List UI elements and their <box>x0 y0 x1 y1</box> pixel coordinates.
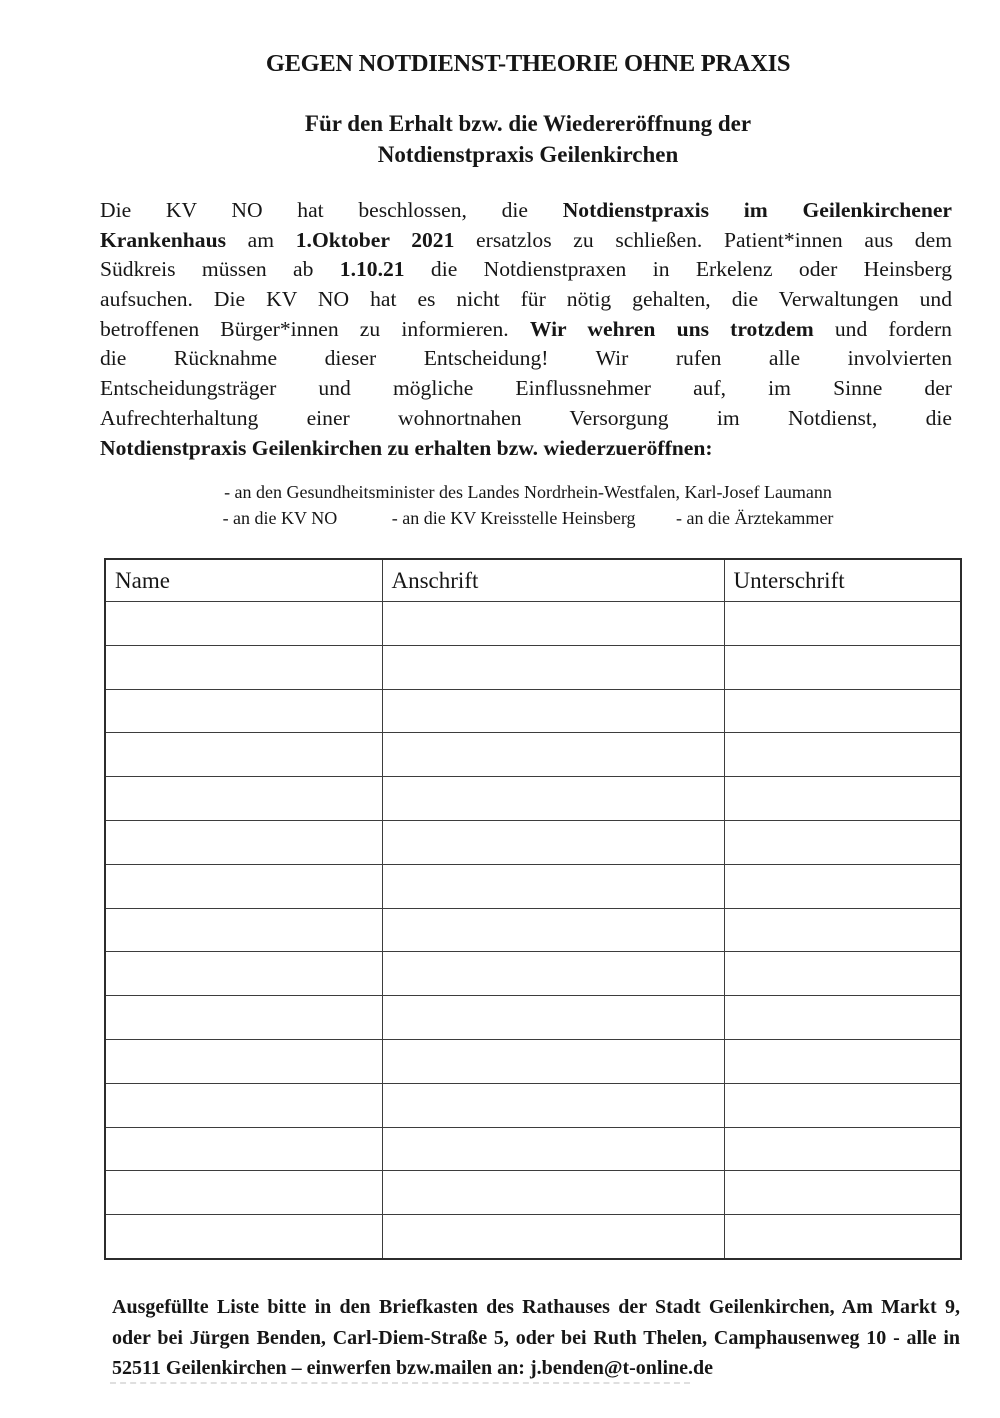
empty-signature-cell <box>382 602 724 646</box>
paragraph-text: Aufrechterhaltung einer wohnortnahen Versorgung im Notdienst, die <box>100 405 952 430</box>
empty-signature-cell <box>382 1215 724 1259</box>
table-row <box>105 1083 961 1127</box>
paragraph-text: Entscheidungsträger und mögliche Einflussnehmer auf, im Sinne der <box>100 376 952 401</box>
submission-note-line: oder bei Jürgen Benden, Carl-Diem-Straße 5, oder bei Ruth Thelen, Camphausenweg 10 - alle in <box>112 1326 960 1349</box>
empty-signature-cell <box>724 864 961 908</box>
addressee-item-aerztekammer: - an die Ärztekammer <box>676 508 834 528</box>
table-row <box>105 1215 961 1259</box>
paragraph-line <box>100 255 952 285</box>
empty-signature-cell <box>382 864 724 908</box>
paragraph-text: Südkreis müssen ab <box>100 257 340 282</box>
table-header-row <box>105 559 961 602</box>
empty-signature-cell <box>382 1127 724 1171</box>
paragraph-line <box>100 226 952 256</box>
table-row <box>105 996 961 1040</box>
empty-signature-cell <box>724 1215 961 1259</box>
empty-signature-cell <box>382 689 724 733</box>
empty-signature-cell <box>724 996 961 1040</box>
column-header-unterschrift: Unterschrift <box>724 559 961 602</box>
table-row <box>105 1127 961 1171</box>
petition-paragraph <box>100 196 952 463</box>
empty-signature-cell <box>724 733 961 777</box>
paragraph-text-bold: Notdienstpraxis im Geilenkirchener <box>562 198 952 222</box>
paragraph-line <box>100 404 952 434</box>
subtitle-line-1: Für den Erhalt bzw. die Wiedereröffnung der <box>304 111 752 136</box>
empty-signature-cell <box>105 864 382 908</box>
empty-signature-cell <box>105 602 382 646</box>
empty-signature-cell <box>105 820 382 864</box>
table-row <box>105 777 961 821</box>
subtitle <box>100 108 956 170</box>
empty-signature-cell <box>382 952 724 996</box>
empty-signature-cell <box>105 645 382 689</box>
table-row <box>105 952 961 996</box>
paragraph-text-bold: 1.Oktober 2021 <box>295 227 455 252</box>
submission-note-line: 52511 Geilenkirchen – einwerfen bzw.mailen an: j.benden@t-online.de <box>112 1357 714 1379</box>
empty-signature-cell <box>382 777 724 821</box>
scan-artifact-line <box>110 1382 690 1384</box>
table-row <box>105 645 961 689</box>
table-row <box>105 908 961 952</box>
paragraph-text-bold: Notdienstpraxis Geilenkirchen zu erhalten bzw. wiederzueröffnen: <box>100 435 713 460</box>
paragraph-text-bold: Wir wehren uns trotzdem <box>529 316 814 341</box>
addressee-line-1: - an den Gesundheitsminister des Landes Nordrhein-Westfalen, Karl-Josef Laumann <box>224 482 832 502</box>
table-row <box>105 733 961 777</box>
signature-table-body <box>105 602 961 1259</box>
table-row <box>105 820 961 864</box>
signature-table <box>104 558 962 1260</box>
empty-signature-cell <box>382 996 724 1040</box>
paragraph-text: Die KV NO hat beschlossen, die <box>100 198 563 222</box>
empty-signature-cell <box>105 952 382 996</box>
table-row <box>105 864 961 908</box>
table-row <box>105 689 961 733</box>
addressee-list <box>100 479 956 531</box>
empty-signature-cell <box>105 733 382 777</box>
submission-note <box>112 1292 960 1384</box>
empty-signature-cell <box>724 952 961 996</box>
empty-signature-cell <box>105 1215 382 1259</box>
empty-signature-cell <box>724 1127 961 1171</box>
empty-signature-cell <box>724 1171 961 1215</box>
paragraph-text-bold: 1.10.21 <box>339 257 405 282</box>
empty-signature-cell <box>382 908 724 952</box>
addressee-item-kv-no: - an die KV NO <box>222 508 338 528</box>
empty-signature-cell <box>105 689 382 733</box>
paragraph-text: und fordern <box>813 316 952 341</box>
empty-signature-cell <box>724 820 961 864</box>
paragraph-text: aufsuchen. Die KV NO hat es nicht für nötig gehalten, die Verwaltungen und <box>100 287 952 312</box>
paragraph-line <box>100 285 952 315</box>
paragraph-text: am <box>226 227 296 252</box>
paragraph-line <box>100 374 952 404</box>
paragraph-line <box>100 344 952 374</box>
empty-signature-cell <box>105 1083 382 1127</box>
paragraph-text: betroffenen Bürger*innen zu informieren. <box>100 316 530 341</box>
empty-signature-cell <box>382 1171 724 1215</box>
paragraph-line <box>100 196 952 226</box>
empty-signature-cell <box>382 820 724 864</box>
empty-signature-cell <box>382 1039 724 1083</box>
column-header-anschrift: Anschrift <box>382 559 724 602</box>
addressee-line-2 <box>100 505 956 531</box>
empty-signature-cell <box>724 1039 961 1083</box>
table-row <box>105 1171 961 1215</box>
empty-signature-cell <box>724 777 961 821</box>
empty-signature-cell <box>105 996 382 1040</box>
empty-signature-cell <box>105 777 382 821</box>
empty-signature-cell <box>105 908 382 952</box>
empty-signature-cell <box>724 689 961 733</box>
empty-signature-cell <box>724 602 961 646</box>
empty-signature-cell <box>105 1171 382 1215</box>
table-row <box>105 602 961 646</box>
paragraph-text-bold: Krankenhaus <box>100 227 227 252</box>
paragraph-line <box>100 434 952 464</box>
empty-signature-cell <box>724 645 961 689</box>
page-title: GEGEN NOTDIENST-THEORIE OHNE PRAXIS <box>265 50 791 77</box>
empty-signature-cell <box>382 733 724 777</box>
column-header-name: Name <box>105 559 382 602</box>
submission-note-line: Ausgefüllte Liste bitte in den Briefkasten des Rathauses der Stadt Geilenkirchen, Am Markt 9, <box>112 1296 960 1318</box>
empty-signature-cell <box>724 1083 961 1127</box>
subtitle-line-2: Notdienstpraxis Geilenkirchen <box>377 142 679 167</box>
empty-signature-cell <box>382 1083 724 1127</box>
table-row <box>105 1039 961 1083</box>
empty-signature-cell <box>724 908 961 952</box>
empty-signature-cell <box>382 645 724 689</box>
paragraph-text: die Rücknahme dieser Entscheidung! Wir rufen alle involvierten <box>100 346 952 371</box>
paragraph-text: ersatzlos zu schließen. Patient*innen aus dem <box>454 227 952 252</box>
paragraph-line <box>100 315 952 345</box>
empty-signature-cell <box>105 1127 382 1171</box>
addressee-item-kv-kreisstelle: - an die KV Kreisstelle Heinsberg <box>391 508 636 528</box>
empty-signature-cell <box>105 1039 382 1083</box>
paragraph-text: die Notdienstpraxen in Erkelenz oder Heinsberg <box>404 257 952 282</box>
